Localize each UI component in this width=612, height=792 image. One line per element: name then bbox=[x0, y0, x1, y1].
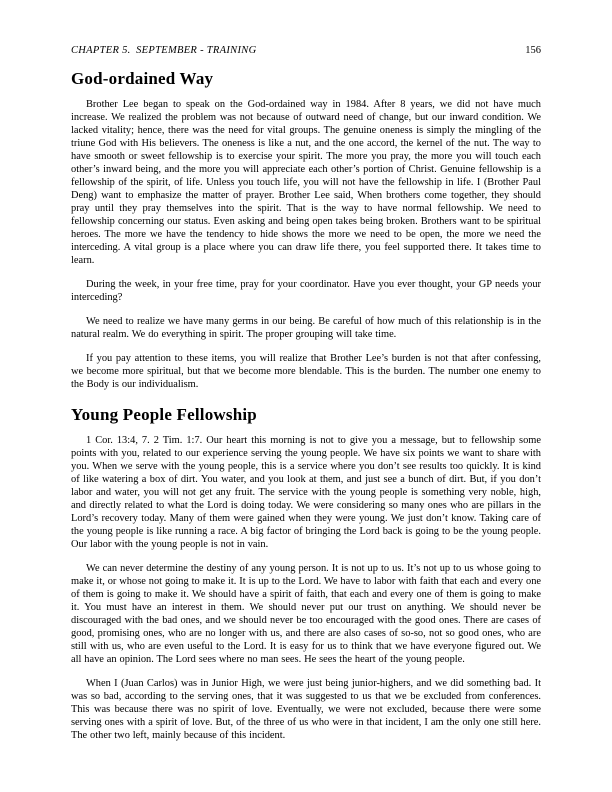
section-title: Young People Fellowship bbox=[71, 405, 257, 424]
chapter-running-title: CHAPTER 5. SEPTEMBER - TRAINING bbox=[71, 45, 257, 56]
paragraph: 1 Cor. 13:4, 7. 2 Tim. 1:7. Our heart this morning is not to give you a message, but to fellowship some points with you, related to our experience serving the young people. We have six points we want to share with you. When we serve with the young people, this is a service where you don’t see results too quickly. It is kind of like watering a box of dirt. You water, and you look at them, and just see a bunch of dirt. But, if you don’t labor and water, you will not get any fruit. The service with the young people is something very noble, high, and directly related to what the Lord is doing today. We were considering so many ones who are pillars in the Lord’s recovery today. Many of them were gained when they were young. We just don’t know. Taking care of the young people is like running a race. A big factor of bringing the Lord back is going to be the young people. Our labor with the young people is not in vain. bbox=[71, 435, 541, 550]
paragraph: We need to realize we have many germs in our being. Be careful of how much of this relationship is in the natural realm. We do everything in spirit. The proper grouping will take time. bbox=[71, 316, 541, 340]
running-head bbox=[71, 44, 541, 57]
paragraph: When I (Juan Carlos) was in Junior High, we were just being junior-highers, and we did something bad. It was so bad, according to the serving ones, that it was suggested to us that we be excluded from conferences. This was because there was no spirit of love. Eventually, we were not excluded, because there were some serving ones with a spirit of love. But, of the three of us who were in that incident, I am the only one still here. The other two left, mainly because of this incident. bbox=[71, 678, 541, 741]
paragraph: We can never determine the destiny of any young person. It is not up to us. It’s not up to us whose going to make it, or whose not going to make it. It is up to the Lord. We have to labor with faith that each and every one of them is going to make it. We should have a spirit of faith, that each and every one of them is going to make it. You must have an interest in them. We should never put our trust on anything. We should never be discouraged with the bad ones, and we should never be too encouraged with the good ones. There are cases of good, promising ones, who are no longer with us, and there are also cases of so-so, not so good ones, who are still with us, who are even useful to the Lord. It is easy for us to think that we have everyone figured out. We all have an opinion. The Lord sees where no man sees. He sees the heart of the young people. bbox=[71, 563, 541, 665]
section-god-ordained-way bbox=[71, 69, 541, 391]
paragraph: Brother Lee began to speak on the God-ordained way in 1984. After 8 years, we did not have much increase. We realized the problem was not because of outward need of change, but our inward condition. We lacked vitality; hence, there was the need for vital groups. The genuine oneness is simply the mingling of the triune God with His believers. The oneness is like a nut, and the one accord, the kernel of the nut. The way to have smooth or sweet fellowship is to exercise your spirit. The more you pray, the more you will touch each other’s inward being, and the more you will appreciate each other’s portion of Christ. Genuine fellowship is a fellowship of the spirit, of life. Unless you touch life, you will not have the fellowship in life. I (Brother Paul Deng) want to emphasize the matter of prayer. Brother Lee said, When brothers come together, they should pray until they pray themselves into the spirit. That is the way to have normal fellowship. We need to fellowship concerning our status. Even asking and being open takes being broken. Brothers want to be spiritual heroes. The more we have the tendency to hide shows the more we need to be open, the more we need the interceding. A vital group is a place where you can draw life there, you feel supported there. It takes time to learn. bbox=[71, 99, 541, 266]
paragraph: If you pay attention to these items, you will realize that Brother Lee’s burden is not that after confessing, we become more spiritual, but that we become more blendable. This is the burden. The number one enemy to the Body is our individualism. bbox=[71, 353, 541, 390]
section-title: God-ordained Way bbox=[71, 69, 214, 88]
paragraph: During the week, in your free time, pray for your coordinator. Have you ever thought, your GP needs your interceding? bbox=[71, 279, 541, 303]
section-young-people-fellowship bbox=[71, 405, 541, 742]
page-number: 156 bbox=[525, 45, 541, 56]
